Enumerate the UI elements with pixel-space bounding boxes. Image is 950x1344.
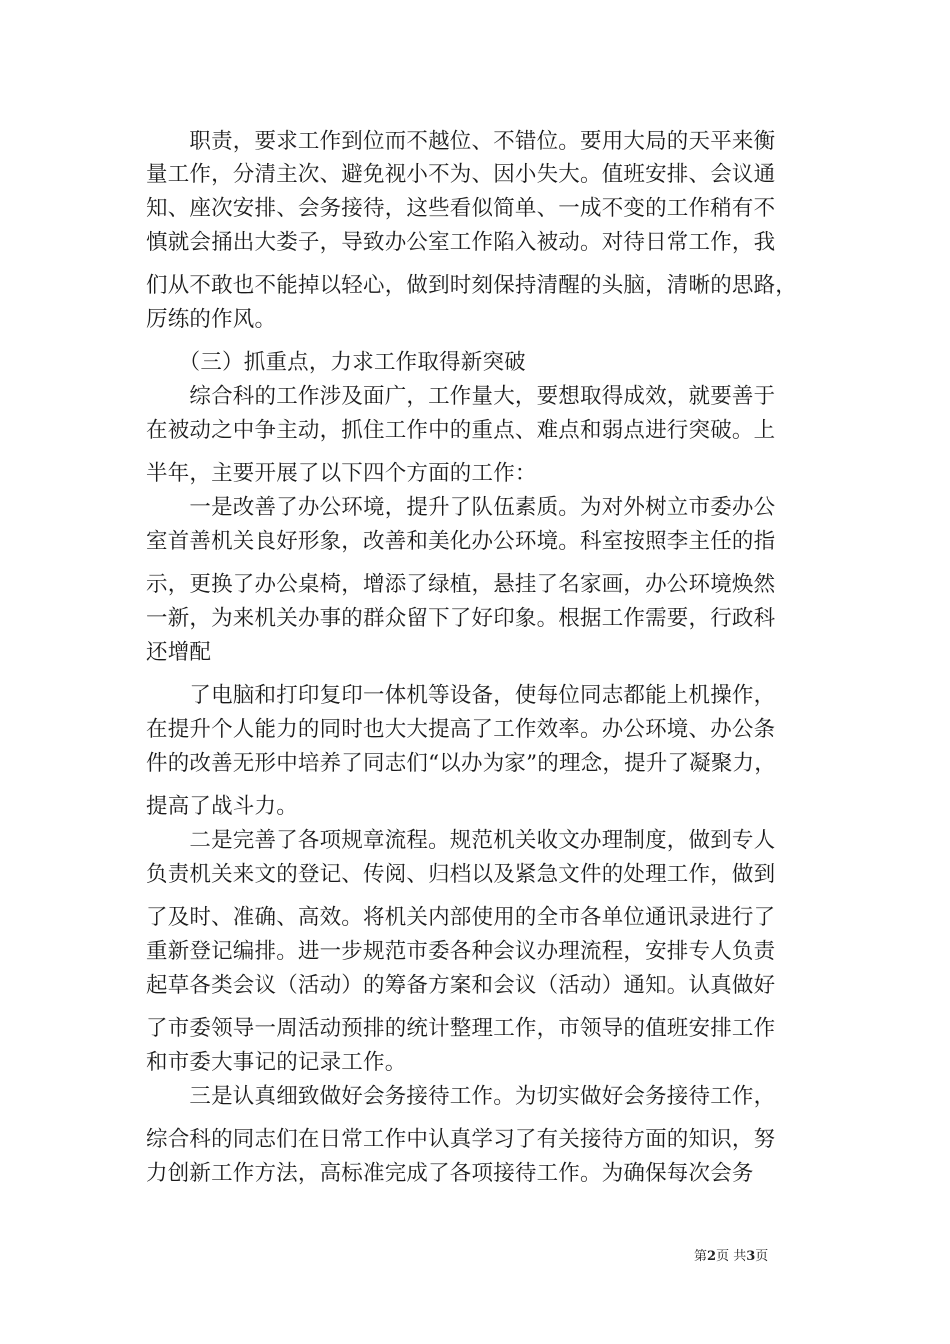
current-page-number: 2	[707, 1249, 717, 1264]
text-line: 示，更换了办公桌椅，增添了绿植，悬挂了名家画，办公环境焕然	[146, 572, 776, 597]
text-line: 职责，要求工作到位而不越位、不错位。要用大局的天平来衡	[146, 129, 776, 154]
section-heading: （三）抓重点，力求工作取得新突破	[146, 350, 526, 375]
text-line: 在被动之中争主动，抓住工作中的重点、难点和弱点进行突破。上	[146, 418, 776, 443]
text-line: 三是认真细致做好会务接待工作。为切实做好会务接待工作，	[146, 1084, 776, 1109]
text-line: 起草各类会议（活动）的筹备方案和会议（活动）通知。认真做好	[146, 973, 776, 998]
text-line: 提高了战斗力。	[146, 794, 298, 819]
text-line: 厉练的作风。	[146, 307, 277, 332]
footer-prefix: 第	[694, 1249, 708, 1264]
text-line: 在提升个人能力的同时也大大提高了工作效率。办公环境、办公条	[146, 717, 776, 742]
text-line: 重新登记编排。进一步规范市委各种会议办理流程，安排专人负责	[146, 939, 776, 964]
text-line: 室首善机关良好形象，改善和美化办公环境。科室按照李主任的指	[146, 529, 776, 554]
footer-middle: 页 共	[716, 1249, 747, 1264]
text-line: 了电脑和打印复印一体机等设备，使每位同志都能上机操作，	[146, 683, 776, 708]
text-line: 了及时、准确、高效。将机关内部使用的全市各单位通讯录进行了	[146, 905, 776, 930]
text-line: 力创新工作方法，高标准完成了各项接待工作。为确保每次会务	[146, 1161, 754, 1186]
text-line: 和市委大事记的记录工作。	[146, 1050, 407, 1075]
text-line: 负责机关来文的登记、传阅、归档以及紧急文件的处理工作，做到	[146, 862, 776, 887]
text-line: 半年，主要开展了以下四个方面的工作：	[146, 461, 537, 486]
text-line: 件的改善无形中培养了同志们“以办为家”的理念，提升了凝聚力，	[146, 751, 776, 776]
text-line: 知、座次安排、会务接待，这些看似简单、一成不变的工作稍有不	[146, 196, 776, 221]
text-line: 量工作，分清主次、避免视小不为、因小失大。值班安排、会议通	[146, 162, 776, 187]
page-number-footer	[694, 1249, 768, 1265]
text-line: 还增配	[146, 640, 212, 665]
text-line: 一是改善了办公环境，提升了队伍素质。为对外树立市委办公	[146, 495, 776, 520]
text-line: 慎就会捅出大娄子，导致办公室工作陷入被动。对待日常工作，我	[146, 230, 776, 255]
total-page-number: 3	[746, 1249, 756, 1264]
text-line: 了市委领导一周活动预排的统计整理工作，市领导的值班安排工作	[146, 1016, 776, 1041]
text-line: 一新，为来机关办事的群众留下了好印象。根据工作需要，行政科	[146, 606, 776, 631]
text-line: 二是完善了各项规章流程。规范机关收文办理制度，做到专人	[146, 828, 776, 853]
text-line: 们从不敢也不能掉以轻心，做到时刻保持清醒的头脑，清晰的思路，	[146, 273, 798, 298]
text-line: 综合科的同志们在日常工作中认真学习了有关接待方面的知识，努	[146, 1127, 776, 1152]
footer-suffix: 页	[755, 1249, 769, 1264]
text-line: 综合科的工作涉及面广，工作量大，要想取得成效，就要善于	[146, 384, 776, 409]
